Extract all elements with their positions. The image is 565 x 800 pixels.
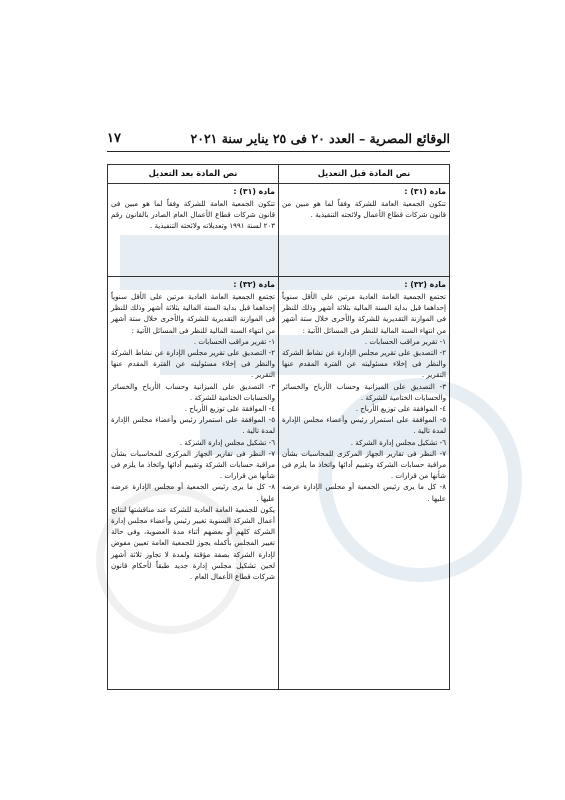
article-title: مادة (٣٢) :: [404, 280, 446, 289]
cell-before-article-31: [279, 184, 450, 277]
page-number: ١٧: [107, 130, 121, 146]
article-title: مادة (٣١) :: [233, 187, 275, 196]
table-header-row: [108, 165, 450, 184]
column-header-after: نص المادة بعد التعديل: [108, 165, 279, 184]
page-header: [107, 128, 450, 148]
table-row: [108, 184, 450, 277]
article-text: تتكون الجمعية العامة للشركة وفقاً لما هو مبين فى قانون شركات قطاع الأعمال العام الصادر بالقانون رقم ٢٠٣ لسنة ١٩٩١ وتعديلاته ولائحته التنفيذية .: [111, 199, 275, 231]
cell-after-article-31: [108, 184, 279, 277]
article-title: مادة (٣١) :: [404, 187, 446, 196]
article-title: مادة (٣٢) :: [233, 280, 275, 289]
table-row: [108, 277, 450, 690]
cell-after-article-32: [108, 277, 279, 690]
article-text: تجتمع الجمعية العامة العادية مرتين على الأقل سنوياً إحداهما قبل بداية السنة المالية بثلاثة أشهر وذلك للنظر فى الموازنة التقديرية للشركة والأخرى خلال ستة أشهر من انتهاء السنة المالية للنظر فى المسائل الآتية : ١- تقرير مراقب الحسابات . ٢- التصديق على تقرير مجلس الإدارة عن نشاط الشركة والنظر فى إخلاء مسئوليته عن الفترة المقدم عنها التقرير . ٣- التصديق على الميزانية وحساب الأرباح والخسائر والحسابات الختامية للشركة . ٤- الموافقة على توزيع الأرباح . ٥- الموافقة على استمرار رئيس وأعضاء مجلس الإدارة لمدة تالية . ٦- تشكيل مجلس إدارة الشركة . ٧- النظر فى تقارير الجهاز المركزى للمحاسبات بشأن مراقبة حسابات الشركة وتقييم أدائها واتخاذ ما يلزم فى شأنها من قرارات . ٨- كل ما يرى رئيس الجمعية أو مجلس الإدارة عرضه عليها .: [282, 292, 446, 503]
cell-before-article-32: [279, 277, 450, 690]
gazette-title: الوقائع المصرية – العدد ٢٠ فى ٢٥ يناير سنة ٢٠٢١: [190, 130, 450, 146]
amendment-table: [107, 164, 450, 690]
header-divider: [107, 151, 450, 152]
column-header-before: نص المادة قبل التعديل: [279, 165, 450, 184]
article-text: تتكون الجمعية العامة للشركة وفقاً لما هو مبين من قانون شركات قطاع الأعمال ولائحته التنفيذية .: [282, 199, 446, 220]
article-text: تجتمع الجمعية العامة العادية مرتين على الأقل سنوياً إحداهما قبل بداية السنة المالية بثلاثة أشهر وذلك للنظر فى الموازنة التقديرية للشركة والأخرى خلال ستة أشهر من انتهاء السنة المالية للنظر فى المسائل الآتية : ١- تقرير مراقب الحسابات . ٢- التصديق على تقرير مجلس الإدارة عن نشاط الشركة والنظر فى إخلاء مسئوليته عن الفترة المقدم عنها التقرير . ٣- التصديق على الميزانية وحساب الأرباح والخسائر والحسابات الختامية للشركة . ٤- الموافقة على توزيع الأرباح . ٥- الموافقة على استمرار رئيس وأعضاء مجلس الإدارة لمدة تالية . ٦- تشكيل مجلس إدارة الشركة . ٧- النظر فى تقارير الجهاز المركزى للمحاسبات بشأن مراقبة حسابات الشركة وتقييم أدائها واتخاذ ما يلزم فى شأنها من قرارات . ٨- كل ما يرى رئيس الجمعية أو مجلس الإدارة عرضه عليها . يكون للجمعية العامة العادية للشركة عند مناقشتها لنتائج أعمال الشركة السنوية تغيير رئيس وأعضاء مجلس إدارة الشركة كلهم أو بعضهم أثناء مدة العضوية، وفى حالة تغيير المجلس بأكمله يجوز للجمعية العامة تعيين مفوض لإدارة الشركة بصفة مؤقتة ولمدة لا تجاوز ثلاثة أشهر لحين تشكيل مجلس إدارة جديد طبقاً لأحكام قانون شركات قطاع الأعمال العام .: [111, 292, 275, 582]
